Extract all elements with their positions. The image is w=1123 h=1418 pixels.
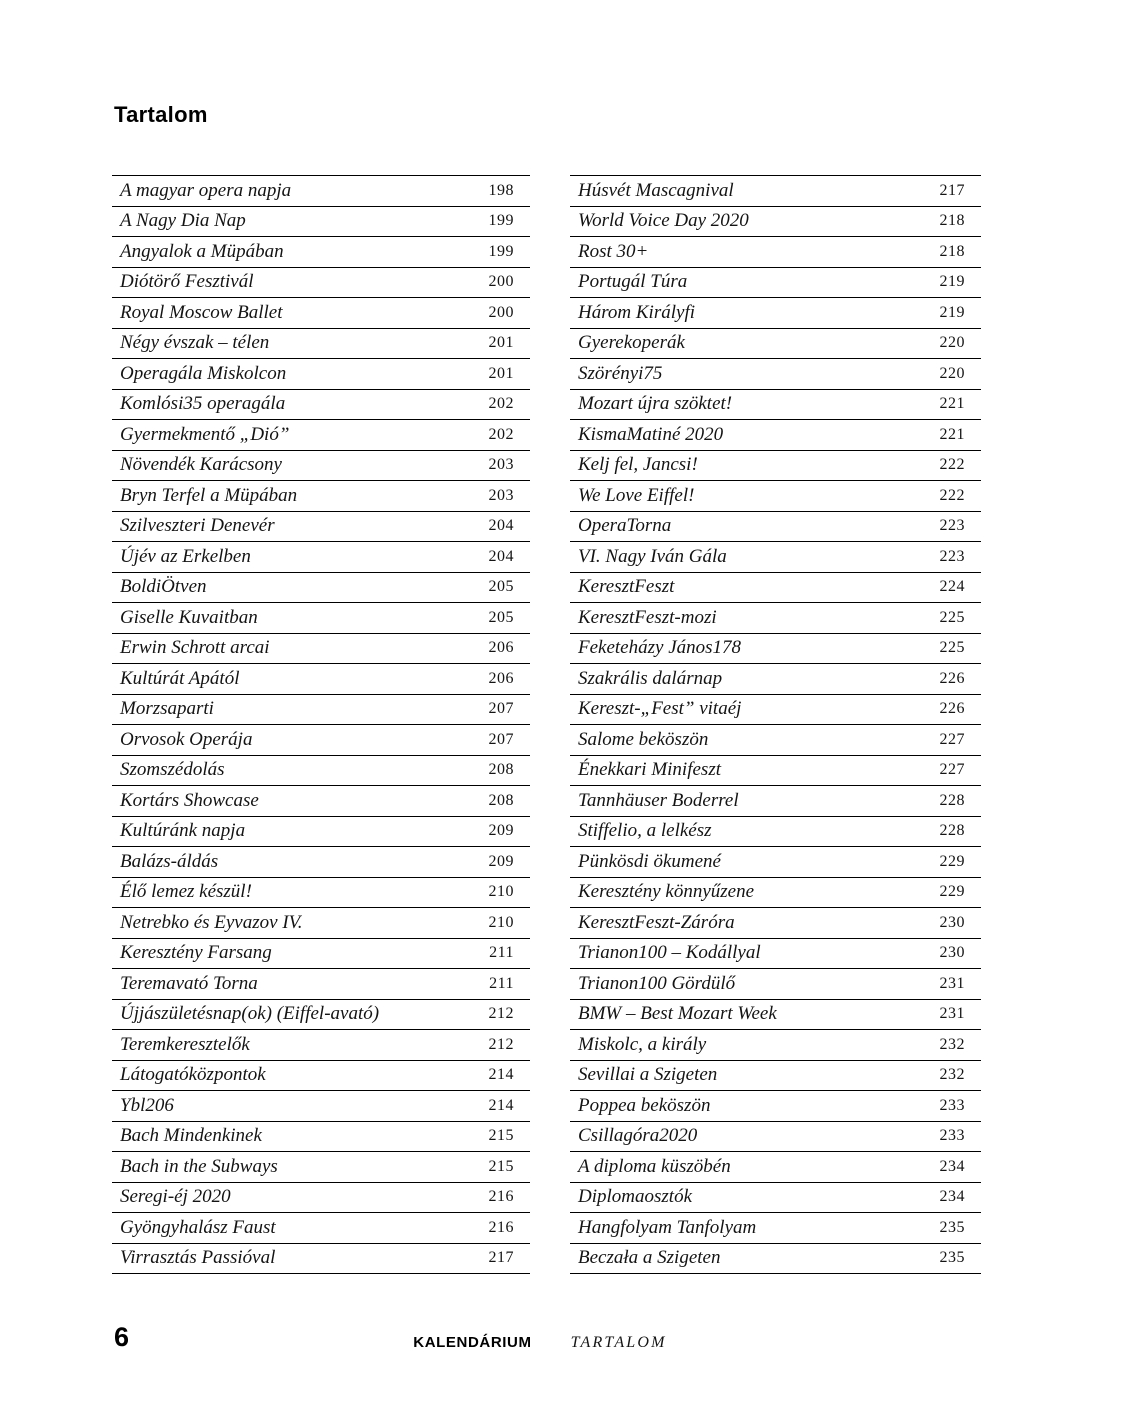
toc-row — [112, 847, 530, 878]
toc-entry-title: VI. Nagy Iván Gála — [578, 545, 727, 567]
toc-entry-page-number: 215 — [488, 1127, 514, 1145]
toc-entry-title: Keresztény könnyűzene — [578, 881, 755, 903]
footer-book-title: KALENDÁRIUM — [413, 1334, 532, 1351]
toc-entry-title: Morzsaparti — [120, 698, 214, 720]
running-footer — [0, 1334, 1080, 1352]
toc-entry-page-number: 234 — [939, 1188, 965, 1206]
toc-row — [112, 878, 530, 909]
toc-entry-title: Négy évszak – télen — [120, 332, 270, 354]
toc-entry-page-number: 220 — [939, 364, 965, 382]
toc-entry-title: Kultúránk napja — [120, 820, 246, 842]
toc-entry-title: Mozart újra szöktet! — [578, 393, 733, 415]
toc-row — [570, 695, 981, 726]
toc-entry-title: Orvosok Operája — [120, 728, 253, 750]
toc-entry-page-number: 221 — [939, 425, 965, 443]
toc-row — [112, 939, 530, 970]
toc-row — [112, 1213, 530, 1244]
toc-entry-title: KeresztFeszt-mozi — [578, 606, 717, 628]
toc-entry-title: Salome beköszön — [578, 728, 709, 750]
toc-row — [112, 481, 530, 512]
toc-entry-title: Feketeházy János178 — [578, 637, 742, 659]
toc-entry-page-number: 235 — [939, 1218, 965, 1236]
toc-row — [570, 1122, 981, 1153]
toc-entry-page-number: 225 — [939, 639, 965, 657]
toc-entry-page-number: 209 — [488, 852, 514, 870]
page-title: Tartalom — [114, 102, 208, 127]
toc-entry-title: OperaTorna — [578, 515, 672, 537]
toc-entry-page-number: 232 — [939, 1035, 965, 1053]
toc-row — [112, 207, 530, 238]
toc-row — [570, 573, 981, 604]
toc-entry-page-number: 226 — [939, 700, 965, 718]
toc-row — [570, 756, 981, 787]
toc-entry-page-number: 214 — [488, 1066, 514, 1084]
toc-entry-page-number: 226 — [939, 669, 965, 687]
toc-row — [570, 481, 981, 512]
toc-row — [570, 634, 981, 665]
toc-entry-page-number: 216 — [488, 1218, 514, 1236]
toc-entry-title: Komlósi35 operagála — [120, 393, 286, 415]
toc-row — [570, 176, 981, 207]
toc-row — [112, 817, 530, 848]
toc-row — [112, 268, 530, 299]
toc-entry-page-number: 206 — [488, 639, 514, 657]
toc-entry-title: Hangfolyam Tanfolyam — [578, 1216, 757, 1238]
toc-entry-title: Gyerekoperák — [578, 332, 685, 354]
toc-entry-page-number: 233 — [939, 1127, 965, 1145]
toc-entry-page-number: 223 — [939, 517, 965, 535]
toc-entry-page-number: 219 — [939, 303, 965, 321]
toc-row — [570, 939, 981, 970]
toc-entry-title: Sevillai a Szigeten — [578, 1064, 718, 1086]
toc-row — [112, 542, 530, 573]
toc-entry-title: Trianon100 – Kodállyal — [578, 942, 761, 964]
toc-row — [570, 1030, 981, 1061]
toc-entry-title: Kelj fel, Jancsi! — [578, 454, 698, 476]
toc-entry-title: Angyalok a Müpában — [120, 240, 284, 262]
toc-entry-page-number: 200 — [488, 273, 514, 291]
toc-row — [112, 451, 530, 482]
toc-entry-page-number: 204 — [488, 547, 514, 565]
toc-entry-title: Beczała a Szigeten — [578, 1247, 721, 1269]
toc-row — [112, 237, 530, 268]
toc-entry-title: Balázs-áldás — [120, 850, 219, 872]
toc-entry-title: Kereszt-„Fest” vitaéj — [578, 698, 742, 720]
toc-entry-title: Szomszédolás — [120, 759, 225, 781]
toc-row — [570, 268, 981, 299]
toc-entry-page-number: 199 — [488, 242, 514, 260]
toc-row — [112, 1061, 530, 1092]
toc-row — [570, 969, 981, 1000]
toc-row — [570, 664, 981, 695]
toc-row — [570, 237, 981, 268]
toc-entry-page-number: 211 — [489, 944, 514, 962]
toc-row — [112, 1091, 530, 1122]
toc-row — [570, 329, 981, 360]
toc-entry-title: Keresztény Farsang — [120, 942, 272, 964]
toc-entry-page-number: 219 — [939, 273, 965, 291]
toc-entry-page-number: 227 — [939, 730, 965, 748]
toc-row — [112, 329, 530, 360]
toc-row — [570, 817, 981, 848]
toc-entry-title: Trianon100 Gördülő — [578, 972, 736, 994]
toc-row — [112, 390, 530, 421]
toc-row — [570, 847, 981, 878]
toc-entry-page-number: 230 — [939, 944, 965, 962]
toc-row — [112, 908, 530, 939]
toc-entry-page-number: 202 — [488, 395, 514, 413]
toc-entry-page-number: 201 — [488, 334, 514, 352]
toc-entry-page-number: 231 — [939, 974, 965, 992]
table-of-contents — [112, 175, 981, 1274]
toc-entry-page-number: 222 — [939, 486, 965, 504]
toc-entry-page-number: 223 — [939, 547, 965, 565]
toc-entry-title: Operagála Miskolcon — [120, 362, 287, 384]
toc-row — [570, 512, 981, 543]
toc-entry-title: Gyöngyhalász Faust — [120, 1216, 276, 1238]
toc-entry-title: Virrasztás Passióval — [120, 1247, 276, 1269]
toc-row — [112, 1030, 530, 1061]
toc-row — [570, 1244, 981, 1275]
toc-entry-title: Énekkari Minifeszt — [578, 759, 721, 781]
toc-entry-page-number: 231 — [939, 1005, 965, 1023]
toc-row — [570, 1152, 981, 1183]
toc-row — [570, 542, 981, 573]
toc-entry-title: Szilveszteri Denevér — [120, 515, 275, 537]
toc-row — [112, 1244, 530, 1275]
toc-row — [112, 176, 530, 207]
toc-entry-page-number: 201 — [488, 364, 514, 382]
toc-entry-title: Látogatóközpontok — [120, 1064, 266, 1086]
toc-row — [112, 1183, 530, 1214]
toc-entry-title: Diplomaosztók — [578, 1186, 692, 1208]
toc-entry-title: Royal Moscow Ballet — [120, 301, 283, 323]
page-number: 6 — [114, 1322, 130, 1352]
toc-entry-title: KeresztFeszt — [578, 576, 675, 598]
toc-row — [112, 359, 530, 390]
toc-entry-page-number: 202 — [488, 425, 514, 443]
toc-entry-page-number: 221 — [939, 395, 965, 413]
toc-entry-title: BoldiÖtven — [120, 576, 207, 598]
toc-row — [570, 1183, 981, 1214]
toc-entry-title: We Love Eiffel! — [578, 484, 695, 506]
toc-row — [112, 298, 530, 329]
toc-entry-page-number: 232 — [939, 1066, 965, 1084]
toc-entry-page-number: 228 — [939, 822, 965, 840]
toc-entry-page-number: 220 — [939, 334, 965, 352]
toc-row — [112, 1152, 530, 1183]
toc-row — [112, 695, 530, 726]
toc-entry-title: Tannhäuser Boderrel — [578, 789, 739, 811]
toc-entry-page-number: 204 — [488, 517, 514, 535]
toc-entry-title: Szörényi75 — [578, 362, 663, 384]
toc-row — [112, 634, 530, 665]
toc-entry-page-number: 212 — [488, 1005, 514, 1023]
toc-entry-title: Teremkeresztelők — [120, 1033, 250, 1055]
toc-row — [570, 878, 981, 909]
toc-entry-title: Ybl206 — [120, 1094, 174, 1116]
toc-entry-title: A diploma küszöbén — [578, 1155, 731, 1177]
toc-row — [570, 298, 981, 329]
toc-entry-page-number: 206 — [488, 669, 514, 687]
toc-entry-page-number: 199 — [488, 212, 514, 230]
toc-entry-page-number: 225 — [939, 608, 965, 626]
footer-section-title: TARTALOM — [570, 1334, 667, 1351]
toc-entry-page-number: 210 — [488, 883, 514, 901]
toc-entry-title: Újév az Erkelben — [120, 545, 251, 567]
toc-row — [570, 359, 981, 390]
toc-entry-page-number: 208 — [488, 791, 514, 809]
toc-entry-page-number: 217 — [488, 1249, 514, 1267]
toc-entry-title: Portugál Túra — [578, 271, 688, 293]
toc-entry-title: KismaMatiné 2020 — [578, 423, 724, 445]
toc-row — [570, 451, 981, 482]
toc-entry-title: Poppea beköszön — [578, 1094, 711, 1116]
toc-entry-title: Három Királyfi — [578, 301, 695, 323]
toc-entry-page-number: 217 — [939, 181, 965, 199]
toc-entry-page-number: 210 — [488, 913, 514, 931]
toc-entry-page-number: 235 — [939, 1249, 965, 1267]
toc-entry-page-number: 230 — [939, 913, 965, 931]
toc-entry-page-number: 218 — [939, 212, 965, 230]
toc-entry-title: Bryn Terfel a Müpában — [120, 484, 298, 506]
toc-entry-title: KeresztFeszt-Záróra — [578, 911, 735, 933]
toc-row — [570, 390, 981, 421]
toc-entry-page-number: 214 — [488, 1096, 514, 1114]
toc-row — [570, 207, 981, 238]
toc-row — [112, 512, 530, 543]
toc-entry-title: Bach in the Subways — [120, 1155, 278, 1177]
toc-entry-page-number: 216 — [488, 1188, 514, 1206]
toc-entry-title: Seregi-éj 2020 — [120, 1186, 231, 1208]
toc-row — [112, 756, 530, 787]
toc-entry-page-number: 218 — [939, 242, 965, 260]
toc-entry-page-number: 222 — [939, 456, 965, 474]
toc-row — [570, 908, 981, 939]
toc-entry-page-number: 224 — [939, 578, 965, 596]
toc-entry-page-number: 209 — [488, 822, 514, 840]
toc-entry-title: Giselle Kuvaitban — [120, 606, 258, 628]
toc-entry-page-number: 198 — [488, 181, 514, 199]
toc-entry-title: Teremavató Torna — [120, 972, 258, 994]
toc-column-right — [570, 175, 981, 1274]
toc-row — [570, 1000, 981, 1031]
toc-entry-title: Miskolc, a király — [578, 1033, 707, 1055]
toc-row — [570, 786, 981, 817]
toc-entry-title: Pünkösdi ökumené — [578, 850, 721, 872]
toc-entry-title: Rost 30+ — [578, 240, 649, 262]
toc-row — [112, 1122, 530, 1153]
toc-row — [112, 664, 530, 695]
toc-entry-page-number: 229 — [939, 852, 965, 870]
toc-row — [570, 1061, 981, 1092]
toc-row — [112, 725, 530, 756]
toc-entry-title: Netrebko és Eyvazov IV. — [120, 911, 303, 933]
toc-entry-page-number: 229 — [939, 883, 965, 901]
toc-row — [112, 573, 530, 604]
toc-row — [570, 420, 981, 451]
toc-entry-page-number: 234 — [939, 1157, 965, 1175]
toc-entry-title: Csillagóra2020 — [578, 1125, 698, 1147]
toc-entry-page-number: 211 — [489, 974, 514, 992]
toc-entry-page-number: 208 — [488, 761, 514, 779]
toc-entry-title: Bach Mindenkinek — [120, 1125, 262, 1147]
toc-row — [570, 603, 981, 634]
toc-entry-title: Húsvét Mascagnival — [578, 179, 734, 201]
toc-entry-title: Gyermekmentő „Dió” — [120, 423, 290, 445]
toc-row — [112, 1000, 530, 1031]
toc-entry-page-number: 203 — [488, 456, 514, 474]
toc-column-left — [112, 175, 530, 1274]
toc-entry-page-number: 215 — [488, 1157, 514, 1175]
toc-entry-title: Erwin Schrott arcai — [120, 637, 270, 659]
toc-entry-title: Növendék Karácsony — [120, 454, 282, 476]
toc-row — [570, 1213, 981, 1244]
toc-entry-page-number: 233 — [939, 1096, 965, 1114]
toc-entry-title: BMW – Best Mozart Week — [578, 1003, 777, 1025]
toc-row — [570, 1091, 981, 1122]
toc-entry-title: Kortárs Showcase — [120, 789, 259, 811]
toc-entry-page-number: 207 — [488, 730, 514, 748]
toc-entry-title: Élő lemez készül! — [120, 881, 252, 903]
toc-row — [570, 725, 981, 756]
toc-entry-title: Stiffelio, a lelkész — [578, 820, 712, 842]
toc-entry-page-number: 212 — [488, 1035, 514, 1053]
toc-entry-page-number: 200 — [488, 303, 514, 321]
toc-entry-title: World Voice Day 2020 — [578, 210, 749, 232]
toc-entry-page-number: 227 — [939, 761, 965, 779]
toc-entry-page-number: 205 — [488, 578, 514, 596]
toc-row — [112, 420, 530, 451]
toc-entry-title: Diótörő Fesztivál — [120, 271, 254, 293]
toc-entry-page-number: 205 — [488, 608, 514, 626]
toc-row — [112, 786, 530, 817]
toc-entry-title: A Nagy Dia Nap — [120, 210, 246, 232]
toc-row — [112, 603, 530, 634]
toc-entry-page-number: 207 — [488, 700, 514, 718]
toc-entry-title: A magyar opera napja — [120, 179, 292, 201]
toc-entry-title: Újjászületésnap(ok) (Eiffel-avató) — [120, 1003, 380, 1025]
toc-entry-page-number: 228 — [939, 791, 965, 809]
toc-entry-page-number: 203 — [488, 486, 514, 504]
toc-row — [112, 969, 530, 1000]
toc-entry-title: Kultúrát Apától — [120, 667, 240, 689]
toc-entry-title: Szakrális dalárnap — [578, 667, 723, 689]
